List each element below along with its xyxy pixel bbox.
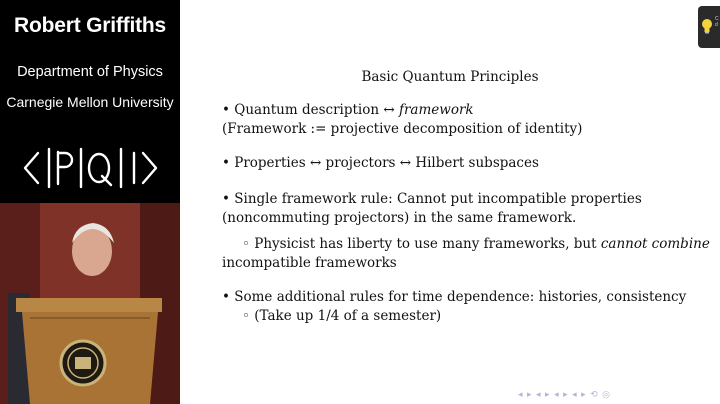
sub-bullet-semester: ◦ (Take up 1/4 of a semester) <box>242 308 442 324</box>
bullet-single-framework-rule-cont: (noncommuting projectors) in the same framework. <box>222 210 577 226</box>
speaker-video <box>0 203 180 404</box>
lightbulb-icon <box>701 18 713 34</box>
slide-navigation-controls[interactable]: ◂ ▸ ◂ ▸ ◂ ▸ ◂ ▸ ⟲ ◎ <box>518 389 612 399</box>
department-label: Department of Physics <box>17 64 163 80</box>
bullet-quantum-description-text: • Quantum description ↔ <box>222 102 399 118</box>
sub-bullet-physicist-liberty-cont: incompatible frameworks <box>222 255 397 271</box>
university-label: Carnegie Mellon University <box>6 94 174 110</box>
pqi-logo <box>22 143 162 193</box>
bullet-quantum-description-emphasis: framework <box>398 102 474 118</box>
slide <box>180 0 720 404</box>
bullet-framework-definition: (Framework := projective decomposition of identity) <box>222 121 583 137</box>
bullet-properties: • Properties ↔ projectors ↔ Hilbert subspaces <box>222 155 539 171</box>
sub-bullet-physicist-liberty-text: ◦ Physicist has liberty to use many frameworks, but <box>242 236 601 252</box>
bullet-additional-rules: • Some additional rules for time dependence: histories, consistency <box>222 289 687 305</box>
speaker-name: Robert Griffiths <box>14 14 166 37</box>
speaker-panel <box>0 0 180 404</box>
overlay-badge[interactable] <box>698 6 720 48</box>
speaker-video-frame <box>0 203 180 404</box>
overlay-badge-text: C d <box>715 16 719 28</box>
sub-bullet-physicist-liberty-emphasis: cannot combine <box>600 236 710 252</box>
sub-bullet-physicist-liberty <box>242 236 710 252</box>
bullet-quantum-description <box>222 102 474 118</box>
slide-title: Basic Quantum Principles <box>361 69 539 85</box>
bullet-single-framework-rule: • Single framework rule: Cannot put incompatible properties <box>222 191 642 207</box>
